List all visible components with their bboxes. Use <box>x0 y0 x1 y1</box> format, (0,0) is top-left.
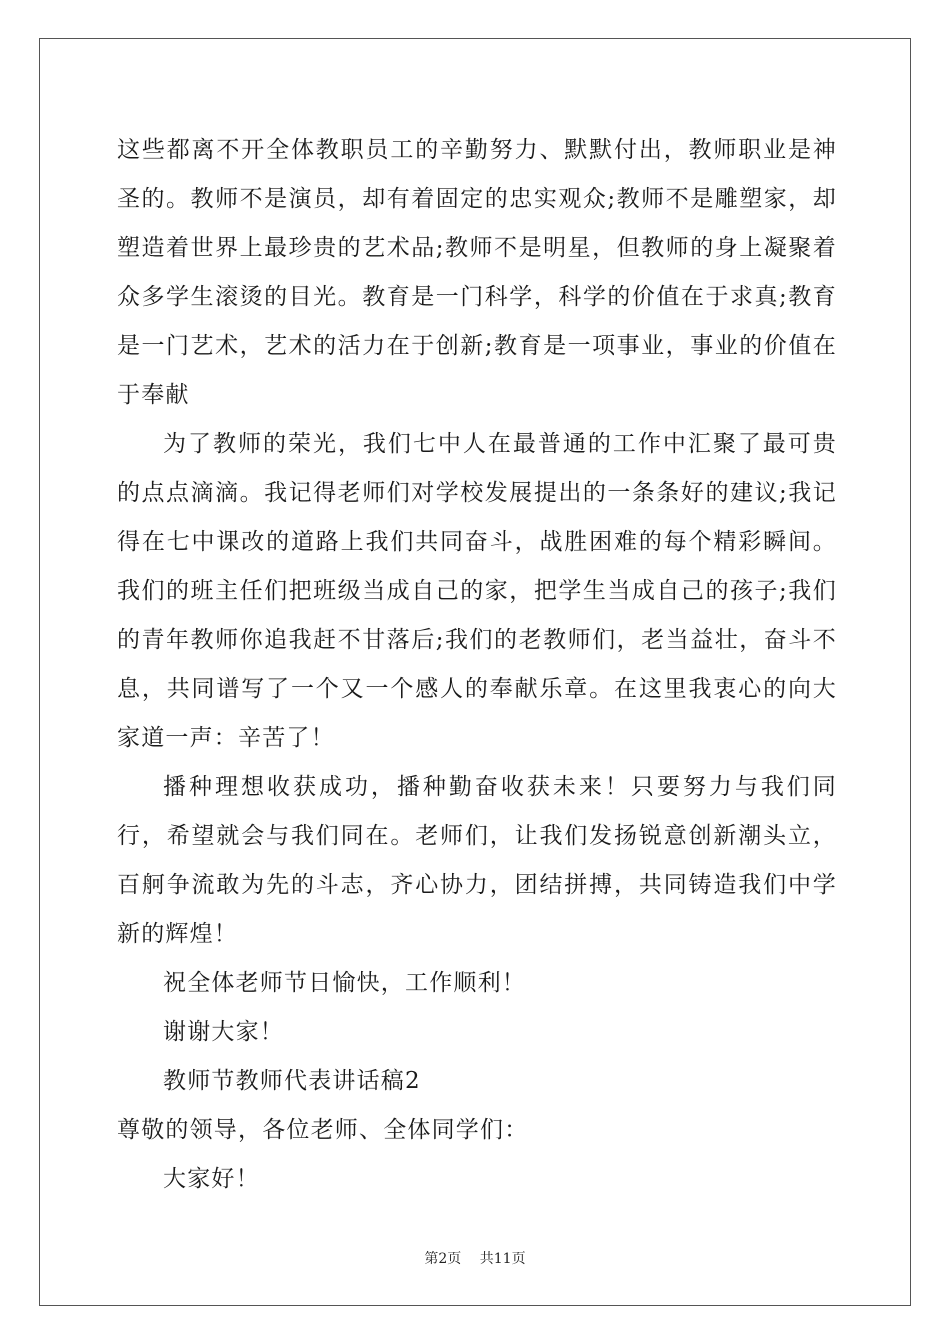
page-footer <box>0 1248 950 1268</box>
salutation: 尊敬的领导，各位老师、全体同学们： <box>117 1117 529 1143</box>
document-body <box>117 126 837 1204</box>
paragraph-5: 谢谢大家！ <box>163 1019 284 1045</box>
page-total: 共11页 <box>479 1251 526 1267</box>
paragraph-1: 这些都离不开全体教职员工的辛勤努力、默默付出，教师职业是神圣的。教师不是演员，却有着固定的忠实观众;教师不是雕塑家，却塑造着世界上最珍贵的艺术品;教师不是明星，但教师的身上凝聚着众多学生滚烫的目光。教育是一门科学，科学的价值在于求真;教育是一门艺术，艺术的活力在于创新;教育是一项事业，事业的价值在于奉献 <box>117 137 837 408</box>
page-number: 第2页 <box>424 1251 462 1267</box>
greeting: 大家好！ <box>163 1166 260 1192</box>
section-title: 教师节教师代表讲话稿2 <box>163 1068 421 1094</box>
paragraph-4: 祝全体老师节日愉快，工作顺利！ <box>163 970 526 996</box>
paragraph-3: 播种理想收获成功，播种勤奋收获未来！只要努力与我们同行，希望就会与我们同在。老师们，让我们发扬锐意创新潮头立，百舸争流敢为先的斗志，齐心协力，团结拼搏，共同铸造我们中学新的辉煌！ <box>117 774 837 947</box>
paragraph-2: 为了教师的荣光，我们七中人在最普通的工作中汇聚了最可贵的点点滴滴。我记得老师们对学校发展提出的一条条好的建议;我记得在七中课改的道路上我们共同奋斗，战胜困难的每个精彩瞬间。我们的班主任们把班级当成自己的家，把学生当成自己的孩子;我们的青年教师你追我赶不甘落后;我们的老教师们，老当益壮，奋斗不息，共同谱写了一个又一个感人的奉献乐章。在这里我衷心的向大家道一声：辛苦了！ <box>117 431 837 751</box>
